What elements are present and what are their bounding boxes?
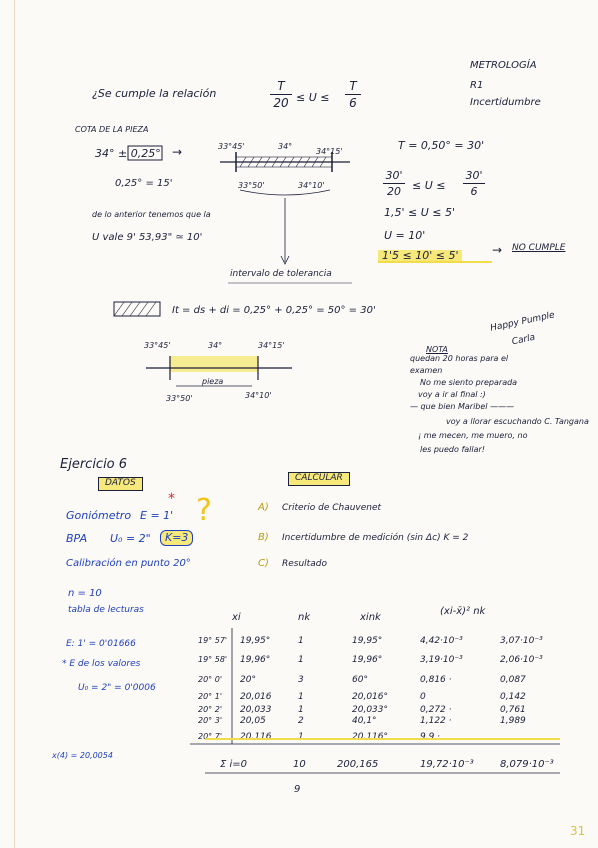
topic-label: Incertidumbre [470, 97, 541, 108]
down-arrow-icon [281, 256, 289, 264]
th-xi: xi [232, 612, 241, 623]
note-line: les puedo fallar! [420, 445, 486, 454]
goniometro-label: Goniómetro [66, 509, 132, 522]
table-cell: 20° [240, 675, 256, 685]
note-line: quedan 20 horas para el [410, 354, 509, 363]
table-cell: 20° 0' [198, 675, 223, 684]
arrow-right-icon: → [172, 145, 183, 159]
scale2-pieza-label: pieza [202, 377, 224, 386]
hatched-box-lines [114, 302, 156, 316]
th-sq: (xi-x̄)² nk [440, 606, 486, 617]
intro-frac2-den: 6 [349, 96, 357, 110]
table-cell: 4,42·10⁻³ [420, 636, 463, 646]
x-line: x(4) = 20,0054 [52, 751, 113, 760]
table-cell: 19° 58' [198, 655, 228, 664]
table-cell: 20,116 [240, 732, 272, 742]
unit-label: R1 [470, 80, 484, 91]
goniometro-value: E = 1' [140, 509, 174, 522]
intro-fraction-2 [345, 80, 361, 109]
table-cell: 3 [298, 675, 304, 685]
table-cell: 20° 2' [198, 705, 223, 714]
table-cell: 3,07·10⁻³ [500, 636, 543, 646]
e-star-line: * E de los valores [62, 659, 141, 669]
table-cell: 19,96° [352, 655, 383, 665]
table-cell: 19,96° [240, 655, 271, 665]
table-cell: 20,033° [352, 705, 388, 715]
note-line: voy a ir al final :) [418, 390, 486, 399]
right-frac2-num: 30' [465, 169, 483, 182]
note-line: examen [410, 366, 443, 375]
conversion-label: 0,25° = 15' [115, 178, 173, 189]
table-cell: 40,1° [352, 716, 377, 726]
range-line: 1,5' ≤ U ≤ 5' [384, 206, 456, 219]
hatched-box [114, 302, 160, 316]
right-frac1-num: 30' [385, 169, 403, 182]
scale2-mid-label: 34° [208, 341, 223, 350]
table-cell: 3,19·10⁻³ [420, 655, 463, 665]
scale2-sub-right: 34°10' [245, 391, 272, 400]
table-cell: 1 [298, 705, 304, 715]
intro-frac1-num: T [277, 79, 285, 93]
result-arrow-icon: → [492, 243, 503, 257]
right-frac1-den: 20 [387, 185, 401, 198]
table-cell: 0,087 [500, 675, 526, 685]
u-line: U = 10' [384, 229, 426, 242]
table-cell: 1 [298, 732, 304, 742]
e-line: E: 1' = 0'01666 [66, 639, 136, 649]
margin-line [14, 0, 15, 848]
intro-frac2-num: T [349, 79, 357, 93]
th-nk: nk [298, 612, 311, 623]
intro-question: ¿Se cumple la relación [92, 87, 217, 100]
k-value: K=3 [160, 530, 193, 546]
calc-item-text: Resultado [282, 559, 327, 569]
calc-item-letter: B) [258, 532, 269, 543]
scale2-right-label: 34°15' [258, 341, 285, 350]
scale2-sub-left: 33°50' [166, 394, 193, 403]
table-cell: 20,033 [240, 705, 272, 715]
signature-line-1: Happy Pumple [489, 310, 556, 334]
intro-fraction-1 [270, 80, 292, 109]
u0-line: U₀ = 2" = 0'0006 [78, 683, 156, 693]
table-cell: 1 [298, 655, 304, 665]
bpa-value: U₀ = 2" [110, 532, 151, 545]
sum-last: 8,079·10⁻³ [500, 759, 554, 770]
right-fraction-2 [463, 170, 485, 197]
no-cumple-label: NO CUMPLE [512, 243, 566, 253]
table-cell: 0,272 · [420, 705, 452, 715]
exercise-title: Ejercicio 6 [60, 457, 128, 472]
calc-item-letter: C) [258, 558, 269, 569]
cota-label: COTA DE LA PIEZA [75, 125, 149, 134]
table-cell: 1 [298, 692, 304, 702]
note-title: NOTA [426, 345, 448, 354]
right-frac2-den: 6 [470, 185, 478, 198]
intro-inequality: ≤ U ≤ [296, 91, 330, 104]
table-cell: 1,122 · [420, 716, 452, 726]
tolerance-equation: It = ds + di = 0,25° + 0,25° = 50° = 30' [172, 305, 376, 316]
calc-item-letter: A) [258, 502, 269, 513]
scale1-left-label: 33°45' [218, 142, 245, 151]
right-inequality: ≤ U ≤ [412, 179, 446, 192]
intro-frac1-den: 20 [273, 96, 289, 110]
question-mark-icon: ? [196, 493, 212, 528]
table-cell: 0,816 · [420, 675, 452, 685]
star-icon: * [168, 491, 175, 507]
scale1-right-label: 34°15' [316, 147, 343, 156]
table-cell: 20° 1' [198, 692, 223, 701]
bpa-label: BPA [66, 532, 88, 545]
page-small-number: 9 [294, 784, 301, 795]
table-cell: 20,016° [352, 692, 388, 702]
scale2-highlight [170, 356, 258, 372]
scale1-mid-label: 34° [278, 142, 293, 151]
table-cell: 20,016 [240, 692, 272, 702]
note-line: — que bien Maribel ——— [410, 402, 515, 411]
sum-xn: 200,165 [337, 759, 379, 770]
sum-sq: 19,72·10⁻³ [420, 759, 474, 770]
page-number: 31 [570, 824, 586, 838]
table-cell: 20° 7' [198, 732, 223, 741]
datos-box: DATOS [98, 477, 143, 491]
table-cell: 0 [420, 692, 426, 702]
scale1-hatch-box [236, 157, 332, 167]
th-xink: xink [360, 612, 381, 623]
calc-item-text: Criterio de Chauvenet [282, 503, 382, 513]
table-cell: 19,95° [240, 636, 271, 646]
table-cell: 20° 3' [198, 716, 223, 725]
table-cell: 1 [298, 636, 304, 646]
calibracion-line: Calibración en punto 20° [66, 558, 191, 569]
table-cell: 20,05 [240, 716, 266, 726]
table-cell: 20,116° [352, 732, 388, 742]
subject-title: METROLOGÍA [470, 60, 537, 71]
note-line: voy a llorar escuchando C. Tangana [446, 417, 589, 426]
note-line: ¡ me mecen, me muero, no [418, 431, 528, 440]
t-line: T = 0,50° = 30' [398, 139, 485, 152]
scale1-sub-right: 34°10' [298, 181, 325, 190]
scale2-left-label: 33°45' [144, 341, 171, 350]
anterior-line-1: de lo anterior tenemos que la [92, 210, 211, 219]
sum-n: 10 [293, 759, 306, 770]
table-cell: 1,989 [500, 716, 526, 726]
scale1-sub-left: 33°50' [238, 181, 265, 190]
table-cell: 60° [352, 675, 368, 685]
calcular-box: CALCULAR [288, 472, 350, 486]
n-line: n = 10 [68, 588, 102, 599]
scale1-hatch [240, 157, 326, 167]
calc-item-text: Incertidumbre de medición (sin Δc) K = 2 [282, 533, 469, 543]
table-cell: 19,95° [352, 636, 383, 646]
result-line: 1'5 ≤ 10' ≤ 5' [378, 250, 462, 262]
table-cell: 0,761 [500, 705, 526, 715]
table-cell: 19° 57' [198, 636, 228, 645]
tabla-line: tabla de lecturas [68, 605, 144, 615]
right-fraction-1 [383, 170, 405, 197]
cota-value: 34° ± 0,25° [95, 147, 161, 160]
intervalo-label: intervalo de tolerancia [230, 269, 332, 279]
sum-label: Σ i=0 [220, 759, 248, 770]
table-cell: 9,9 · [420, 732, 441, 742]
table-cell: 0,142 [500, 692, 526, 702]
table-cell: 2 [298, 716, 304, 726]
anterior-line-2: U vale 9' 53,93" ≃ 10' [92, 232, 203, 243]
signature-line-2: Carla [511, 332, 537, 348]
note-line: No me siento preparada [420, 378, 518, 387]
table-cell: 2,06·10⁻³ [500, 655, 543, 665]
